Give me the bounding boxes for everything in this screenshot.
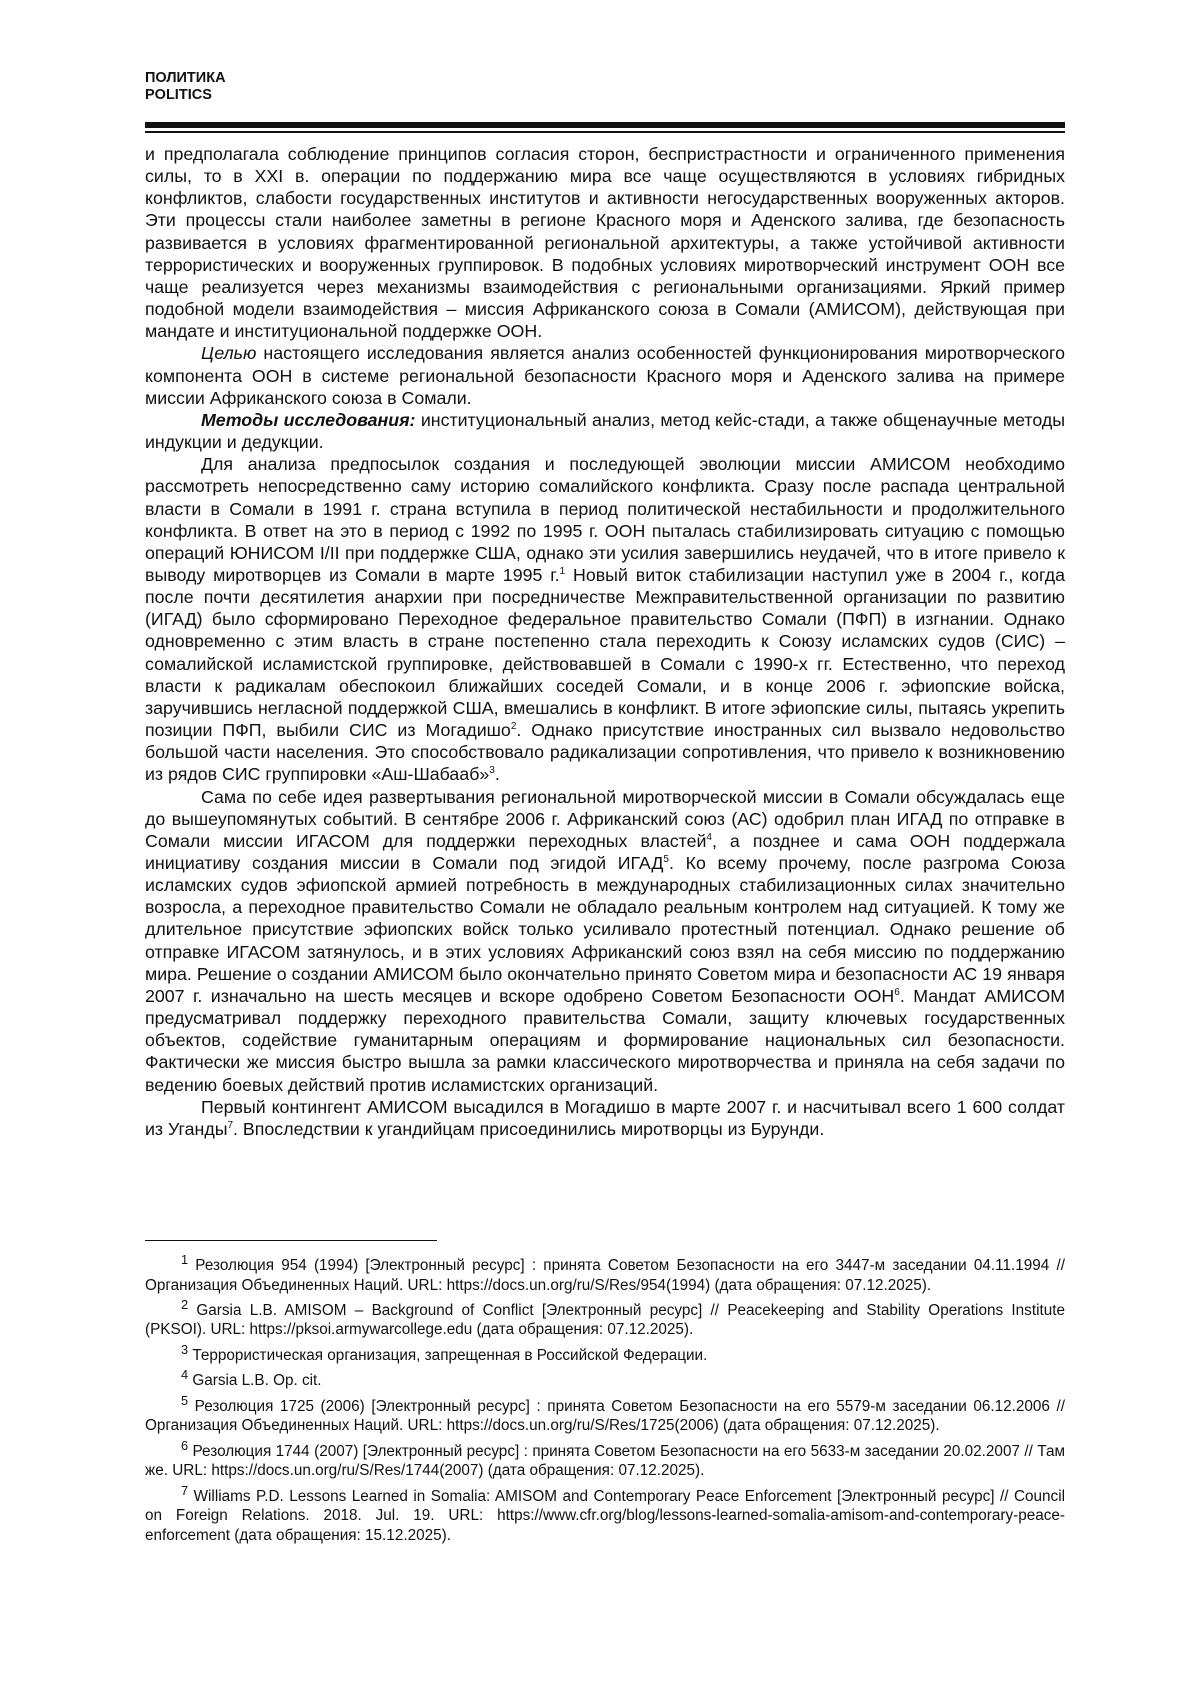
footnote-ref[interactable]: 4	[706, 831, 712, 843]
methods-lead: Методы исследования:	[201, 409, 416, 430]
header-rule-thin	[145, 131, 1065, 133]
footnote-ref[interactable]: 6	[894, 987, 900, 999]
footnotes	[145, 1250, 1065, 1545]
footnote: $^1$ Резолюция 954 (1994) [Электронный ресурс] : принята Советом Безопасности на его 3447-м заседании 04.11.1994 // Организация Объединенных Наций. URL: https://docs.un.org/ru/S/Res/954(1994) (дата обращения: 07.12.2025).	[145, 1252, 1065, 1294]
footnote-number: 7	[181, 1482, 189, 1498]
footnote-ref[interactable]: 7	[227, 1119, 234, 1131]
footnote-number: 1	[181, 1252, 189, 1267]
section-title-en: POLITICS	[145, 87, 212, 103]
paragraph-aim: Целью настоящего исследования является анализ особенностей функционирования миротворческого компонента ООН в системе региональной безопасности Красного моря и Аденского залива на примере миссии Африканского союза в Сомали.	[145, 343, 1065, 408]
footnote-number: 5	[181, 1392, 189, 1408]
paragraph: и предполагала соблюдение принципов согласия сторон, беспристрастности и ограниченного применения силы, то в XXI в. операции по поддержанию мира все чаще осуществляются в условиях гибридных конфликтов, слабости государственных институтов и активности негосударственных вооруженных акторов. Эти процессы стали наиболее заметны в регионе Красного моря и Аденского залива, где безопасность развивается в условиях фрагментированной региональной архитектуры, а также устойчивой активности террористических и вооруженных группировок. В подобных условиях миротворческий инструмент ООН все чаще реализуется через механизмы взаимодействия с региональными организациями. Яркий пример подобной модели взаимодействия – миссия Африканского союза в Сомали (АМИСОМ), действующая при мандате и институциональной поддержке ООН.	[145, 144, 1065, 342]
article-body	[145, 143, 1065, 1140]
footnote: $^6$ Резолюция 1744 (2007) [Электронный ресурс] : принята Советом Безопасности на его 5633-м заседании 20.02.2007 // Там же. URL: https://docs.un.org/ru/S/Res/1744(2007) (дата обращения: 07.12.2025).	[145, 1437, 1065, 1480]
aim-lead: Целью	[201, 343, 257, 364]
paragraph-methods: Методы исследования: институциональный анализ, метод кейс-стади, а также общенаучные методы индукции и дедукции.	[145, 409, 1065, 453]
footnote: $^2$ Garsia L.B. AMISOM – Background of Conflict [Электронный ресурс] // Peacekeeping and Stability Operations Institute (PKSOI). URL: https://pksoi.armywarcollege.edu (дата обращения: 07.12.2025).	[145, 1296, 1065, 1339]
header-rule-thick	[145, 122, 1065, 128]
footnote-ref[interactable]: 2	[510, 721, 517, 733]
footnote-number: 3	[181, 1341, 189, 1357]
footnote-number: 4	[181, 1367, 189, 1383]
footnote-number: 2	[181, 1296, 189, 1312]
footnote-separator	[145, 1240, 437, 1241]
paragraph: Сама по себе идея развертывания региональной миротворческой миссии в Сомали обсуждалась еще до вышеупомянутых событий. В сентябре 2006 г. Африканский союз (АС) одобрил план ИГАД по отправке в Сомали миссии ИГАСОМ для поддержки переходных властей$^4$, а позднее и сама ООН поддержала инициативу создания миссии в Сомали под эгидой ИГАД$^5$. Ко всему прочему, после разгрома Союза исламских судов эфиопской армией потребность в международных стабилизационных силах значительно возросла, а переходное правительство Сомали не обладало реальным контролем над ситуацией. К тому же длительное присутствие эфиопских войск только усиливало протестный потенциал. Однако решение об отправке ИГАСОМ затянулось, и в этих условиях Африканский союз взял на себя миссию по поддержанию мира. Решение о создании АМИСОМ было окончательно принято Советом мира и безопасности АС 19 января 2007 г. изначально на шесть месяцев и вскоре одобрено Советом Безопасности ООН$^6$. Мандат АМИСОМ предусматривал поддержку переходного правительства Сомали, защиту ключевых государственных объектов, содействие гуманитарным операциям и формирование национальных сил безопасности. Фактически же миссия быстро вышла за рамки классического миротворчества и приняла на себя задачи по ведению боевых действий против исламистских организаций.	[145, 786, 1066, 1095]
footnote: $^5$ Резолюция 1725 (2006) [Электронный ресурс] : принята Советом Безопасности на его 5579-м заседании 06.12.2006 // Организация Объединенных Наций. URL: https://docs.un.org/ru/S/Res/1725(2006) (дата обращения: 07.12.2025).	[145, 1392, 1065, 1435]
section-title-ru: ПОЛИТИКА	[145, 70, 226, 86]
section-header	[145, 70, 226, 104]
footnote-ref[interactable]: 3	[489, 765, 495, 777]
footnote-ref[interactable]: 1	[559, 566, 566, 578]
footnote-ref[interactable]: 5	[663, 854, 669, 866]
footnote: $^7$ Williams P.D. Lessons Learned in Somalia: AMISOM and Contemporary Peace Enforcement [Электронный ресурс] // Council on Foreign Relations. 2018. Jul. 19. URL: https://www.cfr.org/blog/lessons-learned-somalia-amisom-and-contemporary-peace-enforcement (дата обращения: 15.12.2025).	[145, 1482, 1065, 1544]
paragraph: Для анализа предпосылок создания и последующей эволюции миссии АМИСОМ необходимо рассмотреть непосредственно саму историю сомалийского конфликта. Сразу после распада центральной власти в Сомали в 1991 г. страна вступила в период политической нестабильности и продолжительного конфликта. В ответ на это в период с 1992 по 1995 г. ООН пыталась стабилизировать ситуацию с помощью операций ЮНИСОМ I/II при поддержке США, однако эти усилия завершились неудачей, что в итоге привело к выводу миротворцев из Сомали в марте 1995 г.$^1$ Новый виток стабилизации наступил уже в 2004 г., когда после почти десятилетия анархии при посредничестве Межправительственной организации по развитию (ИГАД) было сформировано Переходное федеральное правительство Сомали (ПФП) в изгнании. Однако одновременно с этим власть в стране постепенно стала переходить к Союзу исламских судов (СИС) – сомалийской исламистской группировке, действовавшей в Сомали с 1990-х гг. Естественно, что переход власти к радикалам обеспокоил ближайших соседей Сомали, и в конце 2006 г. эфиопские войска, заручившись негласной поддержкой США, вмешались в конфликт. В итоге эфиопские силы, пытаясь укрепить позиции ПФП, выбили СИС из Могадишо$^2$. Однако присутствие иностранных сил вызвало недовольство большой части населения. Это способствовало радикализации сопротивления, что привело к возникновению из рядов СИС группировки «Аш-Шабааб»$^3$.	[145, 454, 1066, 785]
footnote: $^4$ Garsia L.B. Op. cit.	[181, 1367, 322, 1390]
footnote: $^3$ Террористическая организация, запрещенная в Российской Федерации.	[181, 1341, 708, 1364]
paragraph: Первый контингент АМИСОМ высадился в Могадишо в марте 2007 г. и насчитывал всего 1 600 солдат из Уганды$^7$. Впоследствии к угандийцам присоединились миротворцы из Бурунди.	[145, 1096, 1065, 1139]
footnote-number: 6	[181, 1437, 189, 1453]
